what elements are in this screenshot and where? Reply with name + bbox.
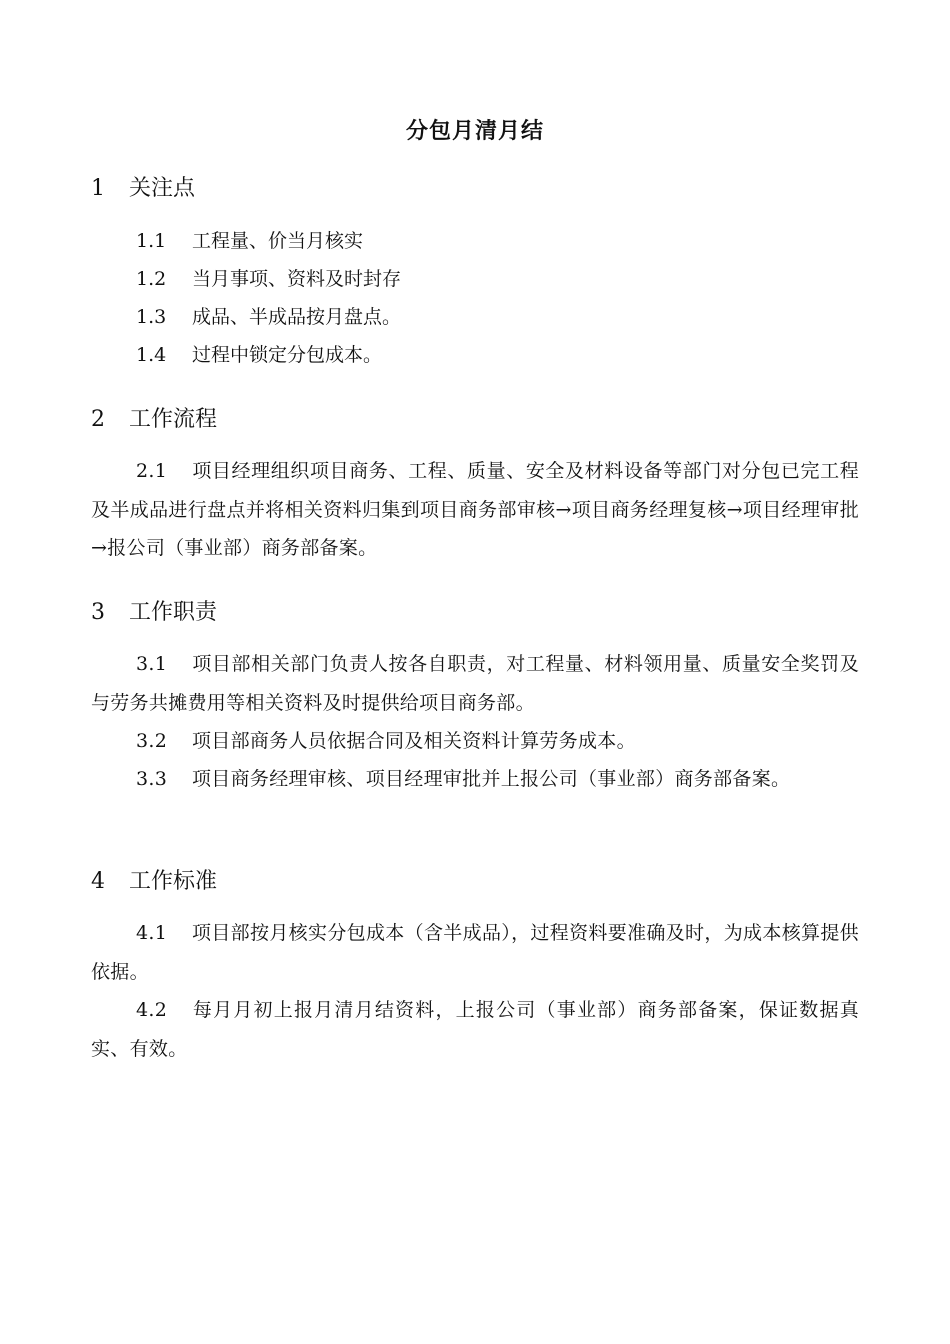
paragraph [91,914,859,991]
section-number: 4 [91,869,105,894]
section-title: 工作标准 [129,869,218,894]
item-number: 1.3 [136,306,167,328]
section-title: 工作职责 [129,600,218,625]
item-number: 1.4 [136,344,167,366]
item-number: 3.3 [136,768,168,790]
list-item [136,337,382,373]
section-number: 3 [91,600,105,625]
item-number: 4.1 [136,922,168,944]
list-item [136,299,401,335]
item-number: 2.1 [136,460,168,482]
item-text: 项目商务经理审核、项目经理审批并上报公司（事业部）商务部备案。 [192,768,791,790]
paragraph [91,760,859,799]
paragraph [91,722,859,761]
list-item [136,223,363,259]
paragraph [91,991,859,1068]
section-heading-4 [91,864,217,900]
item-text: 当月事项、资料及时封存 [192,268,402,290]
item-number: 3.1 [136,653,168,675]
section-heading-3 [91,595,217,631]
item-number: 1.2 [136,268,167,290]
document-title: 分包月清月结 [405,119,544,144]
item-text: 项目部相关部门负责人按各自职责，对工程量、材料领用量、质量安全奖罚及与劳务共摊费用等相关资料及时提供给项目商务部。 [91,653,859,714]
item-number: 4.2 [136,999,168,1021]
section-heading-2 [91,402,217,438]
item-text: 项目经理组织项目商务、工程、质量、安全及材料设备等部门对分包已完工程及半成品进行盘点并将相关资料归集到项目商务部审核→项目商务经理复核→项目经理审批→报公司（事业部）商务部备案。 [91,460,859,559]
item-number: 1.1 [136,230,167,252]
item-text: 过程中锁定分包成本。 [192,344,383,366]
section-heading-1 [91,171,195,207]
paragraph [91,452,859,568]
item-number: 3.2 [136,730,168,752]
item-text: 每月月初上报月清月结资料，上报公司（事业部）商务部备案，保证数据真实、有效。 [91,999,859,1060]
section-number: 2 [91,407,105,432]
item-text: 工程量、价当月核实 [192,230,364,252]
item-text: 成品、半成品按月盘点。 [192,306,402,328]
item-text: 项目部按月核实分包成本（含半成品），过程资料要准确及时，为成本核算提供依据。 [91,922,859,983]
section-title: 工作流程 [129,407,218,432]
section-number: 1 [91,176,105,201]
section-title: 关注点 [129,176,196,201]
paragraph [91,645,859,722]
list-item [136,261,401,297]
item-text: 项目部商务人员依据合同及相关资料计算劳务成本。 [192,730,636,752]
